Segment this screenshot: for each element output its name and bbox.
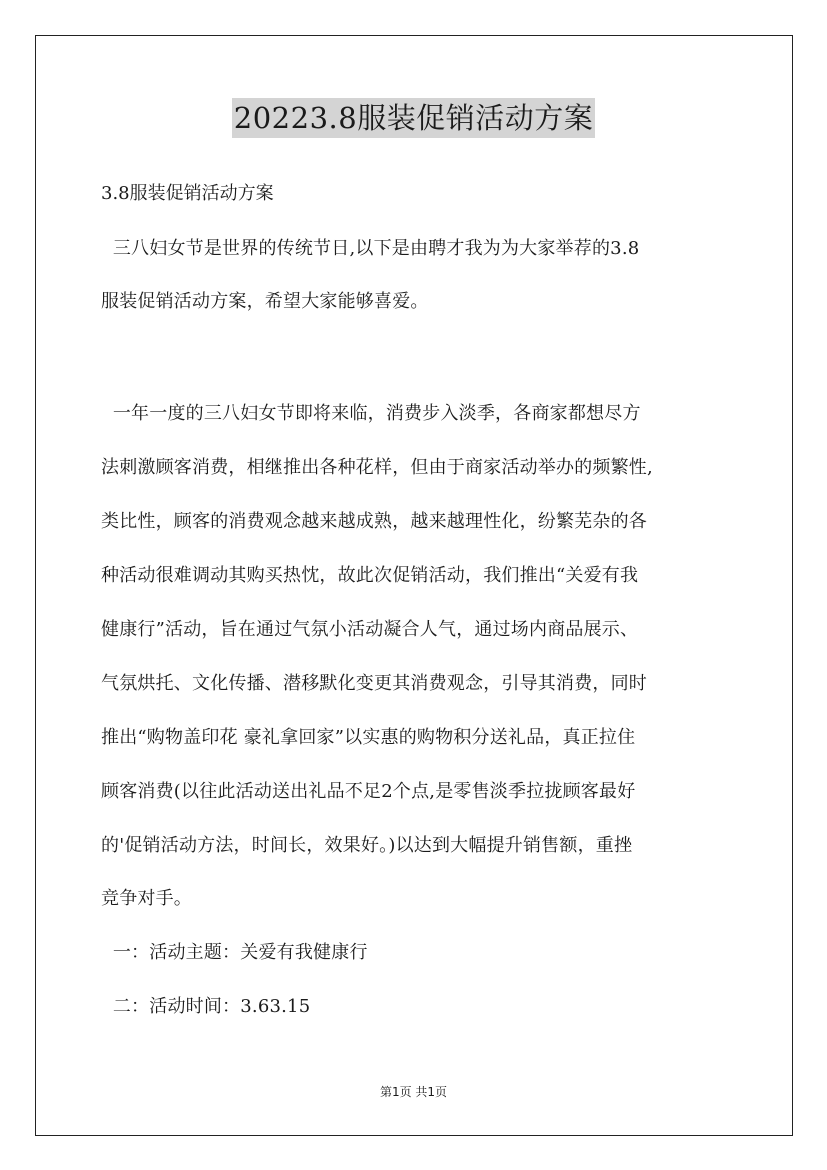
- section-time: 二：活动时间：3.63.15: [101, 996, 311, 1017]
- body-line: 气氛烘托、文化传播、潜移默化变更其消费观念，引导其消费，同时: [101, 673, 647, 694]
- intro-line: 服装促销活动方案，希望大家能够喜爱。: [101, 291, 429, 312]
- document-title: 20223.8服装促销活动方案: [232, 98, 595, 138]
- body-line: 法刺激顾客消费，相继推出各种花样，但由于商家活动举办的频繁性,: [101, 457, 653, 478]
- body-line: 健康行”活动，旨在通过气氛小活动凝合人气，通过场内商品展示、: [101, 619, 639, 640]
- body-line: 竞争对手。: [101, 888, 192, 909]
- body-line: 的'促销活动方法，时间长，效果好。)以达到大幅提升销售额，重挫: [101, 835, 633, 856]
- body-line: 顾客消费(以往此活动送出礼品不足2个点,是零售淡季拉拢顾客最好: [101, 781, 636, 802]
- body-line: 推出“购物盖印花 豪礼拿回家”以实惠的购物积分送礼品，真正拉住: [101, 727, 636, 748]
- title-container: [0, 98, 827, 138]
- section-theme: 一：活动主题：关爱有我健康行: [101, 942, 368, 963]
- body-line: 类比性，顾客的消费观念越来越成熟，越来越理性化，纷繁芜杂的各: [101, 511, 647, 532]
- body-line: 一年一度的三八妇女节即将来临，消费步入淡季，各商家都想尽方: [101, 403, 641, 424]
- body-line: 种活动很难调动其购买热忱，故此次促销活动，我们推出“关爱有我: [101, 565, 639, 586]
- page-footer: 第1页 共1页: [379, 1085, 448, 1099]
- document-subtitle: 3.8服装促销活动方案: [101, 183, 274, 204]
- intro-line: 三八妇女节是世界的传统节日,以下是由聘才我为为大家举荐的3.8: [101, 238, 640, 259]
